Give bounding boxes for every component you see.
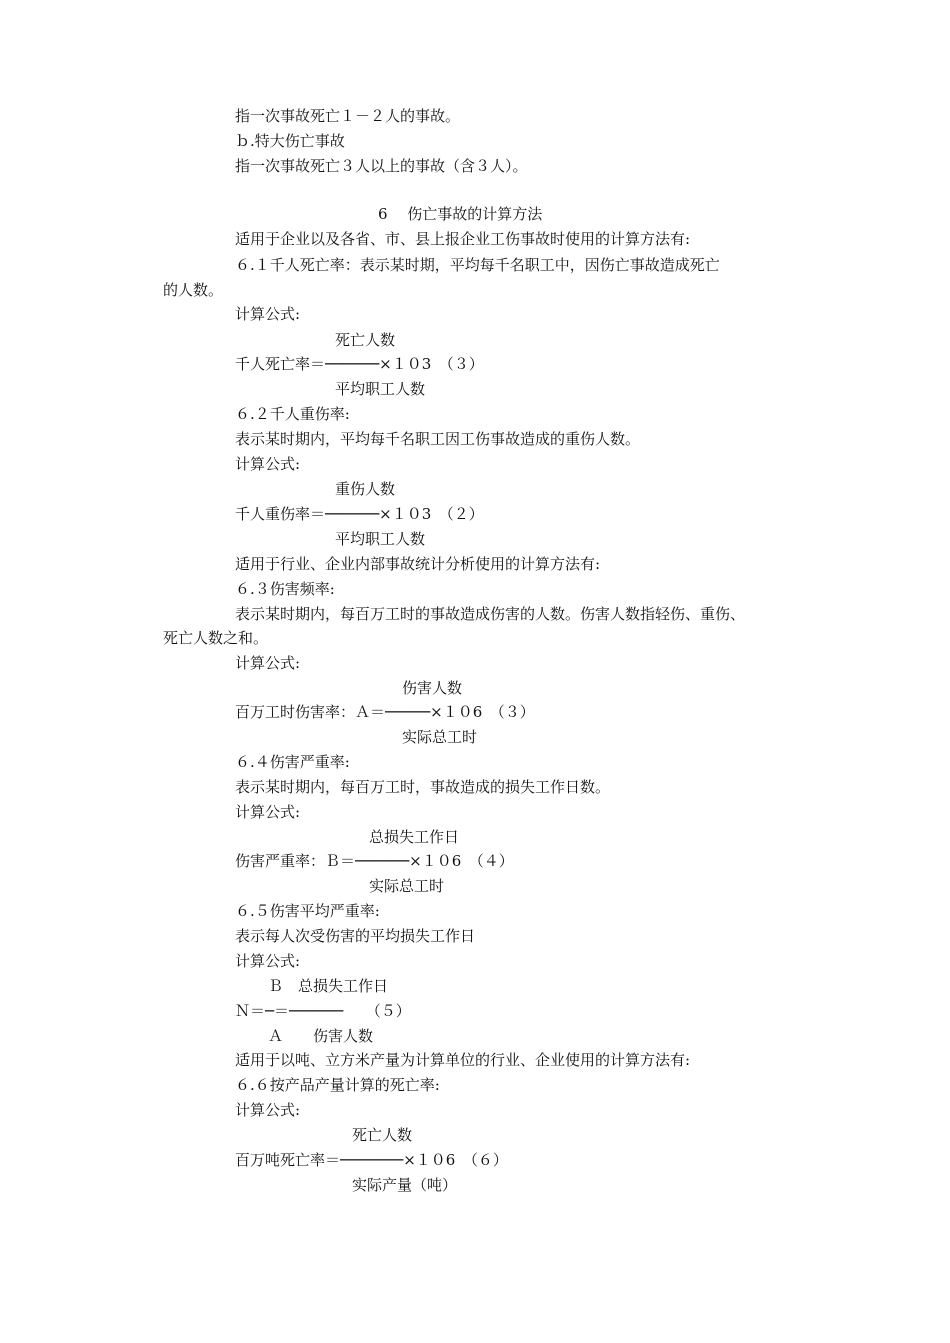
text-line: 伤害严重率：Ｂ＝──────×１０6 （４） — [235, 852, 514, 870]
text-line: 实际总工时 — [402, 728, 478, 746]
text-line: ６.４伤害严重率: — [235, 753, 350, 771]
text-line: 重伤人数 — [335, 480, 396, 498]
text-line: 死亡人数 — [352, 1126, 413, 1144]
text-line: 百万吨死亡率＝───────×１０6 （６） — [235, 1151, 508, 1169]
text-line: 计算公式: — [235, 305, 301, 323]
text-line: 表示每人次受伤害的平均损失工作日 — [235, 927, 476, 945]
text-line: 平均职工人数 — [335, 380, 426, 398]
text-line: 死亡人数之和。 — [163, 629, 269, 647]
text-line: 适用于企业以及各省、市、县上报企业工伤事故时使用的计算方法有: — [235, 230, 691, 248]
text-line: ６.６按产品产量计算的死亡率: — [235, 1076, 440, 1094]
text-line: 指一次事故死亡１－２人的事故。 — [235, 107, 461, 125]
text-line: 适用于行业、企业内部事故统计分析使用的计算方法有: — [235, 555, 601, 573]
text-line: 表示某时期内，每百万工时的事故造成伤害的人数。伤害人数指轻伤、重伤、 — [235, 605, 746, 623]
text-line: 实际总工时 — [369, 877, 445, 895]
text-line: 死亡人数 — [335, 331, 396, 349]
text-line: 百万工时伤害率：Ａ＝─────×１０6 （３） — [235, 703, 535, 721]
text-line: Ｎ＝─＝────── （５） — [235, 1002, 411, 1020]
text-line: 千人死亡率＝──────×１０3 （３） — [235, 355, 484, 373]
text-line: 实际产量（吨） — [352, 1176, 458, 1194]
text-line: 的人数。 — [163, 281, 224, 299]
text-line: 总损失工作日 — [369, 828, 460, 846]
text-line: 指一次事故死亡３人以上的事故（含３人）。 — [235, 157, 528, 175]
text-line: 平均职工人数 — [335, 530, 426, 548]
text-line: ６.３伤害频率: — [235, 580, 335, 598]
text-line: 计算公式: — [235, 803, 301, 821]
text-line: 计算公式: — [235, 952, 301, 970]
text-line: 表示某时期内，每百万工时，事故造成的损失工作日数。 — [235, 778, 611, 796]
text-line: 伤害人数 — [402, 679, 463, 697]
text-line: 计算公式: — [235, 654, 301, 672]
text-line: 6 伤亡事故的计算方法 — [378, 205, 543, 223]
text-line: 千人重伤率＝──────×１０3 （２） — [235, 505, 484, 523]
text-line: ６.５伤害平均严重率: — [235, 902, 380, 920]
text-line: 计算公式: — [235, 455, 301, 473]
text-line: 适用于以吨、立方米产量为计算单位的行业、企业使用的计算方法有: — [235, 1051, 691, 1069]
text-line: ６.２千人重伤率: — [235, 405, 350, 423]
text-line: ｂ.特大伤亡事故 — [235, 132, 345, 150]
text-line: ６.１千人死亡率：表示某时期，平均每千名职工中，因伤亡事故造成死亡 — [235, 256, 720, 274]
text-line: 表示某时期内，平均每千名职工因工伤事故造成的重伤人数。 — [235, 430, 641, 448]
text-line: 计算公式: — [235, 1101, 301, 1119]
text-line: Ｂ 总损失工作日 — [268, 977, 389, 995]
text-line: Ａ 伤害人数 — [268, 1027, 374, 1045]
